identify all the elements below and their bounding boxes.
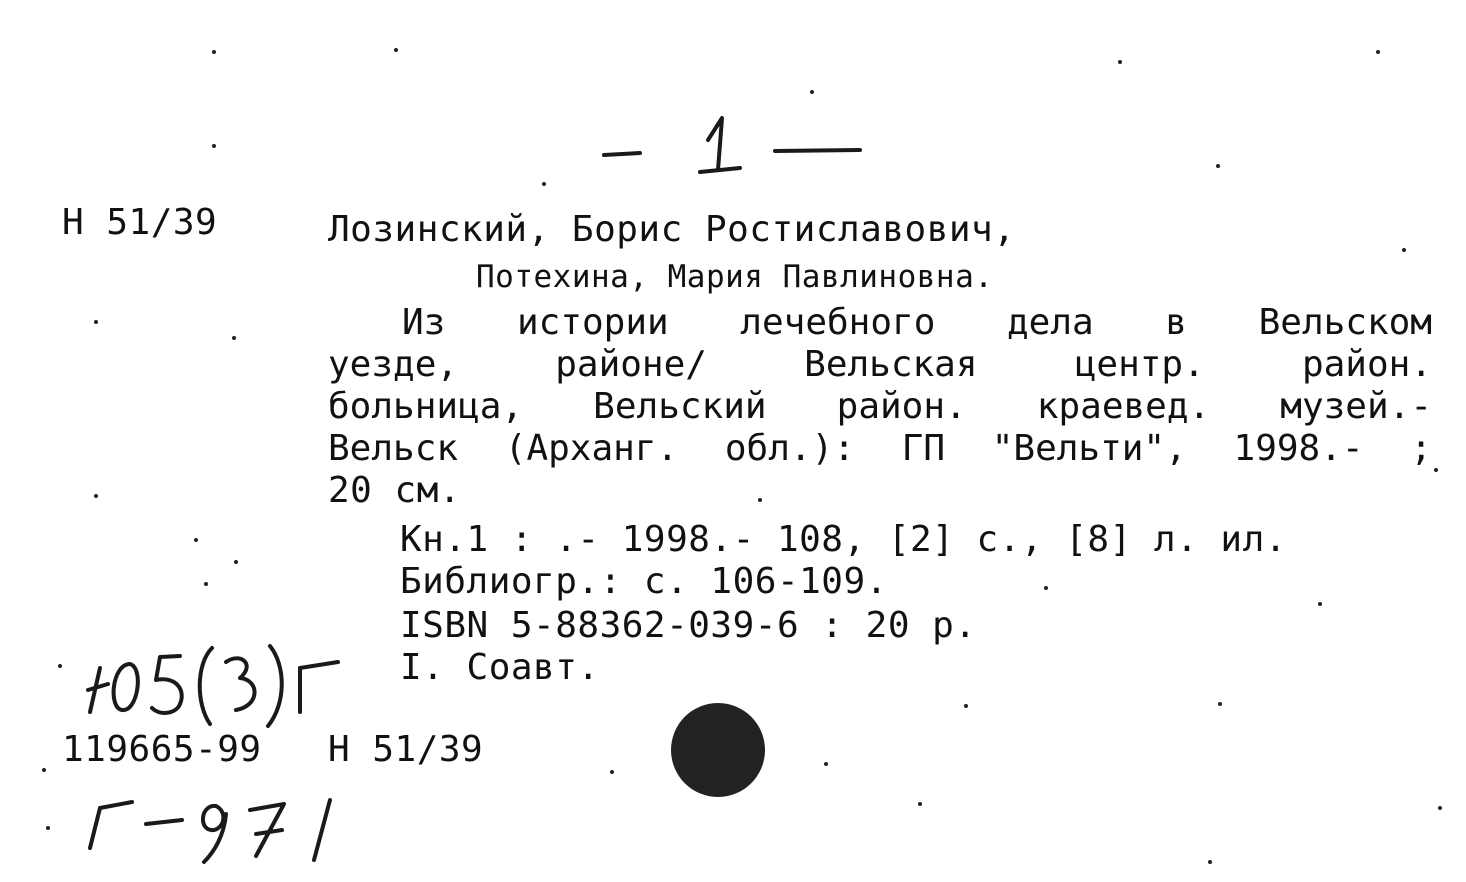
author-heading: Лозинский, Борис Ростиславович, bbox=[328, 209, 1016, 250]
cutter-number-handwriting bbox=[90, 800, 330, 862]
imprint-word: "Вельти", bbox=[991, 428, 1187, 469]
imprint-word: 1998.- bbox=[1233, 428, 1364, 469]
shelf-mark-bottom: Н 51/39 bbox=[328, 729, 484, 770]
imprint-word: ГП bbox=[901, 428, 945, 469]
title-line-3 bbox=[328, 386, 1432, 427]
title-word: районе/ bbox=[555, 344, 707, 385]
title-word: район. bbox=[1301, 344, 1432, 385]
coauthor-heading: Потехина, Мария Павлиновна. bbox=[476, 259, 994, 295]
card-number-handwriting bbox=[604, 118, 860, 172]
title-word: в bbox=[1165, 302, 1187, 343]
title-word: истории bbox=[516, 302, 669, 343]
title-word: лечебного bbox=[740, 302, 936, 343]
title-line-2 bbox=[328, 344, 1432, 385]
title-word: музей.- bbox=[1280, 386, 1432, 427]
title-word: Из bbox=[402, 302, 446, 343]
accession-number: 119665-99 bbox=[62, 729, 262, 770]
title-word: уезде, bbox=[328, 344, 459, 385]
punched-hole bbox=[671, 703, 765, 797]
imprint-line bbox=[328, 428, 1432, 469]
imprint-word: ; bbox=[1410, 428, 1432, 469]
coauthor-entry: I. Соавт. bbox=[400, 647, 600, 688]
shelf-mark: Н 51/39 bbox=[62, 202, 218, 243]
isbn-note: ISBN 5-88362-039-6 : 20 р. bbox=[400, 605, 977, 646]
size-note: 20 см. bbox=[328, 470, 462, 511]
title-word: центр. bbox=[1074, 344, 1205, 385]
title-word: район. bbox=[836, 386, 967, 427]
title-word: Вельский bbox=[593, 386, 767, 427]
title-word: Вельском bbox=[1258, 302, 1432, 343]
title-word: Вельская bbox=[804, 344, 978, 385]
title-word: дела bbox=[1006, 302, 1094, 343]
title-word: краевед. bbox=[1036, 386, 1211, 427]
imprint-word: обл.): bbox=[724, 428, 855, 469]
classification-handwriting bbox=[88, 646, 338, 726]
bibliography-note: Библиогр.: с. 106-109. bbox=[400, 561, 888, 602]
imprint-word: (Арханг. bbox=[504, 428, 679, 469]
title-word: больница, bbox=[328, 386, 524, 427]
volume-note: Кн.1 : .- 1998.- 108, [2] с., [8] л. ил. bbox=[400, 519, 1287, 560]
imprint-word: Вельск bbox=[328, 428, 459, 469]
title-line-1 bbox=[328, 302, 1432, 343]
